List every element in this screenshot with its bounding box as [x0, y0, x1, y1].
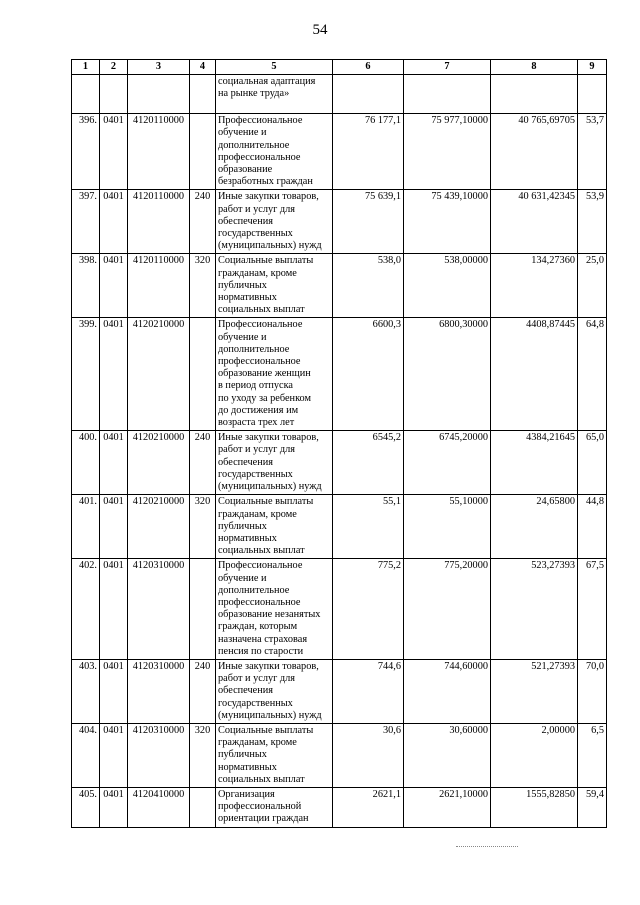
expense-type-code [190, 114, 216, 190]
amount-col7: 2621,10000 [404, 787, 491, 827]
amount-col7: 30,60000 [404, 723, 491, 787]
percent-col9: 6,5 [578, 723, 607, 787]
section-code: 0401 [100, 190, 128, 254]
section-code: 0401 [100, 659, 128, 723]
amount-col6: 744,6 [333, 659, 404, 723]
target-article-code: 4120110000 [128, 114, 190, 190]
amount-col6: 6600,3 [333, 318, 404, 431]
target-article-code: 4120210000 [128, 318, 190, 431]
column-header-3: 3 [128, 60, 190, 75]
item-name: Иные закупки товаров, работ и услуг для обеспечения государственных (муниципальных) нужд [216, 659, 333, 723]
page-number: 54 [312, 22, 328, 38]
table-row [72, 659, 607, 723]
header-row [72, 60, 607, 75]
section-code: 0401 [100, 723, 128, 787]
section-code: 0401 [100, 787, 128, 827]
item-name: Социальные выплаты гражданам, кроме публичных нормативных социальных выплат [216, 723, 333, 787]
row-number: 398. [72, 254, 100, 318]
expense-type-code: 320 [190, 254, 216, 318]
expense-type-code: 320 [190, 495, 216, 559]
item-name: Профессиональное обучение и дополнительное профессиональное образование безработных граждан [216, 114, 333, 190]
column-header-4: 4 [190, 60, 216, 75]
amount-col7: 775,20000 [404, 559, 491, 660]
amount-col7: 6800,30000 [404, 318, 491, 431]
percent-col9: 25,0 [578, 254, 607, 318]
target-article-code: 4120210000 [128, 431, 190, 495]
item-name: Социальные выплаты гражданам, кроме публичных нормативных социальных выплат [216, 254, 333, 318]
expense-type-code [190, 318, 216, 431]
target-article-code: 4120110000 [128, 190, 190, 254]
amount-col8: 1555,82850 [491, 787, 578, 827]
cell-empty [491, 75, 578, 114]
amount-col8: 134,27360 [491, 254, 578, 318]
amount-col6: 6545,2 [333, 431, 404, 495]
amount-col7: 55,10000 [404, 495, 491, 559]
section-code: 0401 [100, 254, 128, 318]
expense-type-code: 240 [190, 659, 216, 723]
amount-col6: 30,6 [333, 723, 404, 787]
row-number: 404. [72, 723, 100, 787]
amount-col6: 538,0 [333, 254, 404, 318]
amount-col7: 538,00000 [404, 254, 491, 318]
expense-type-code [190, 559, 216, 660]
section-code: 0401 [100, 318, 128, 431]
amount-col6: 2621,1 [333, 787, 404, 827]
row-number: 403. [72, 659, 100, 723]
amount-col8: 40 765,69705 [491, 114, 578, 190]
row-number: 397. [72, 190, 100, 254]
percent-col9: 53,9 [578, 190, 607, 254]
row-number: 405. [72, 787, 100, 827]
amount-col8: 2,00000 [491, 723, 578, 787]
target-article-code: 4120110000 [128, 254, 190, 318]
expense-type-code [190, 787, 216, 827]
item-name: Иные закупки товаров, работ и услуг для обеспечения государственных (муниципальных) нужд [216, 431, 333, 495]
continuation-row [72, 75, 607, 114]
table-row [72, 723, 607, 787]
item-name: Социальные выплаты гражданам, кроме публичных нормативных социальных выплат [216, 495, 333, 559]
cell-empty [100, 75, 128, 114]
amount-col8: 24,65800 [491, 495, 578, 559]
section-code: 0401 [100, 114, 128, 190]
table-row [72, 318, 607, 431]
percent-col9: 64,8 [578, 318, 607, 431]
section-code: 0401 [100, 559, 128, 660]
budget-table [71, 59, 607, 828]
target-article-code: 4120210000 [128, 495, 190, 559]
row-number: 399. [72, 318, 100, 431]
percent-col9: 44,8 [578, 495, 607, 559]
cell-empty [333, 75, 404, 114]
column-header-9: 9 [578, 60, 607, 75]
continuation-name: социальная адаптация на рынке труда» [216, 75, 333, 114]
column-header-8: 8 [491, 60, 578, 75]
amount-col7: 744,60000 [404, 659, 491, 723]
expense-type-code: 240 [190, 431, 216, 495]
column-header-7: 7 [404, 60, 491, 75]
amount-col8: 40 631,42345 [491, 190, 578, 254]
cell-empty [72, 75, 100, 114]
amount-col8: 523,27393 [491, 559, 578, 660]
cell-empty [578, 75, 607, 114]
row-number: 400. [72, 431, 100, 495]
table-row [72, 254, 607, 318]
amount-col6: 55,1 [333, 495, 404, 559]
amount-col7: 6745,20000 [404, 431, 491, 495]
target-article-code: 4120310000 [128, 723, 190, 787]
section-code: 0401 [100, 431, 128, 495]
table-row [72, 787, 607, 827]
table-row [72, 431, 607, 495]
amount-col6: 775,2 [333, 559, 404, 660]
amount-col7: 75 439,10000 [404, 190, 491, 254]
percent-col9: 65,0 [578, 431, 607, 495]
amount-col6: 75 639,1 [333, 190, 404, 254]
table-row [72, 114, 607, 190]
item-name: Профессиональное обучение и дополнительное профессиональное образование женщин в период отпуска по уходу за ребенком до достижения им возраста трех лет [216, 318, 333, 431]
percent-col9: 70,0 [578, 659, 607, 723]
table-row [72, 495, 607, 559]
target-article-code: 4120310000 [128, 659, 190, 723]
target-article-code: 4120410000 [128, 787, 190, 827]
cell-empty [404, 75, 491, 114]
item-name: Организация профессиональной ориентации граждан [216, 787, 333, 827]
column-header-5: 5 [216, 60, 333, 75]
table-row [72, 559, 607, 660]
expense-type-code: 320 [190, 723, 216, 787]
column-header-2: 2 [100, 60, 128, 75]
amount-col8: 4408,87445 [491, 318, 578, 431]
percent-col9: 59,4 [578, 787, 607, 827]
column-header-6: 6 [333, 60, 404, 75]
amount-col8: 521,27393 [491, 659, 578, 723]
amount-col6: 76 177,1 [333, 114, 404, 190]
cell-empty [190, 75, 216, 114]
percent-col9: 53,7 [578, 114, 607, 190]
column-header-1: 1 [72, 60, 100, 75]
expense-type-code: 240 [190, 190, 216, 254]
row-number: 396. [72, 114, 100, 190]
item-name: Иные закупки товаров, работ и услуг для обеспечения государственных (муниципальных) нужд [216, 190, 333, 254]
row-number: 402. [72, 559, 100, 660]
row-number: 401. [72, 495, 100, 559]
table-row [72, 190, 607, 254]
target-article-code: 4120310000 [128, 559, 190, 660]
percent-col9: 67,5 [578, 559, 607, 660]
cell-empty [128, 75, 190, 114]
scan-artifact [456, 846, 518, 848]
section-code: 0401 [100, 495, 128, 559]
amount-col7: 75 977,10000 [404, 114, 491, 190]
item-name: Профессиональное обучение и дополнительное профессиональное образование незанятых граждан, которым назначена страховая пенсия по старости [216, 559, 333, 660]
amount-col8: 4384,21645 [491, 431, 578, 495]
